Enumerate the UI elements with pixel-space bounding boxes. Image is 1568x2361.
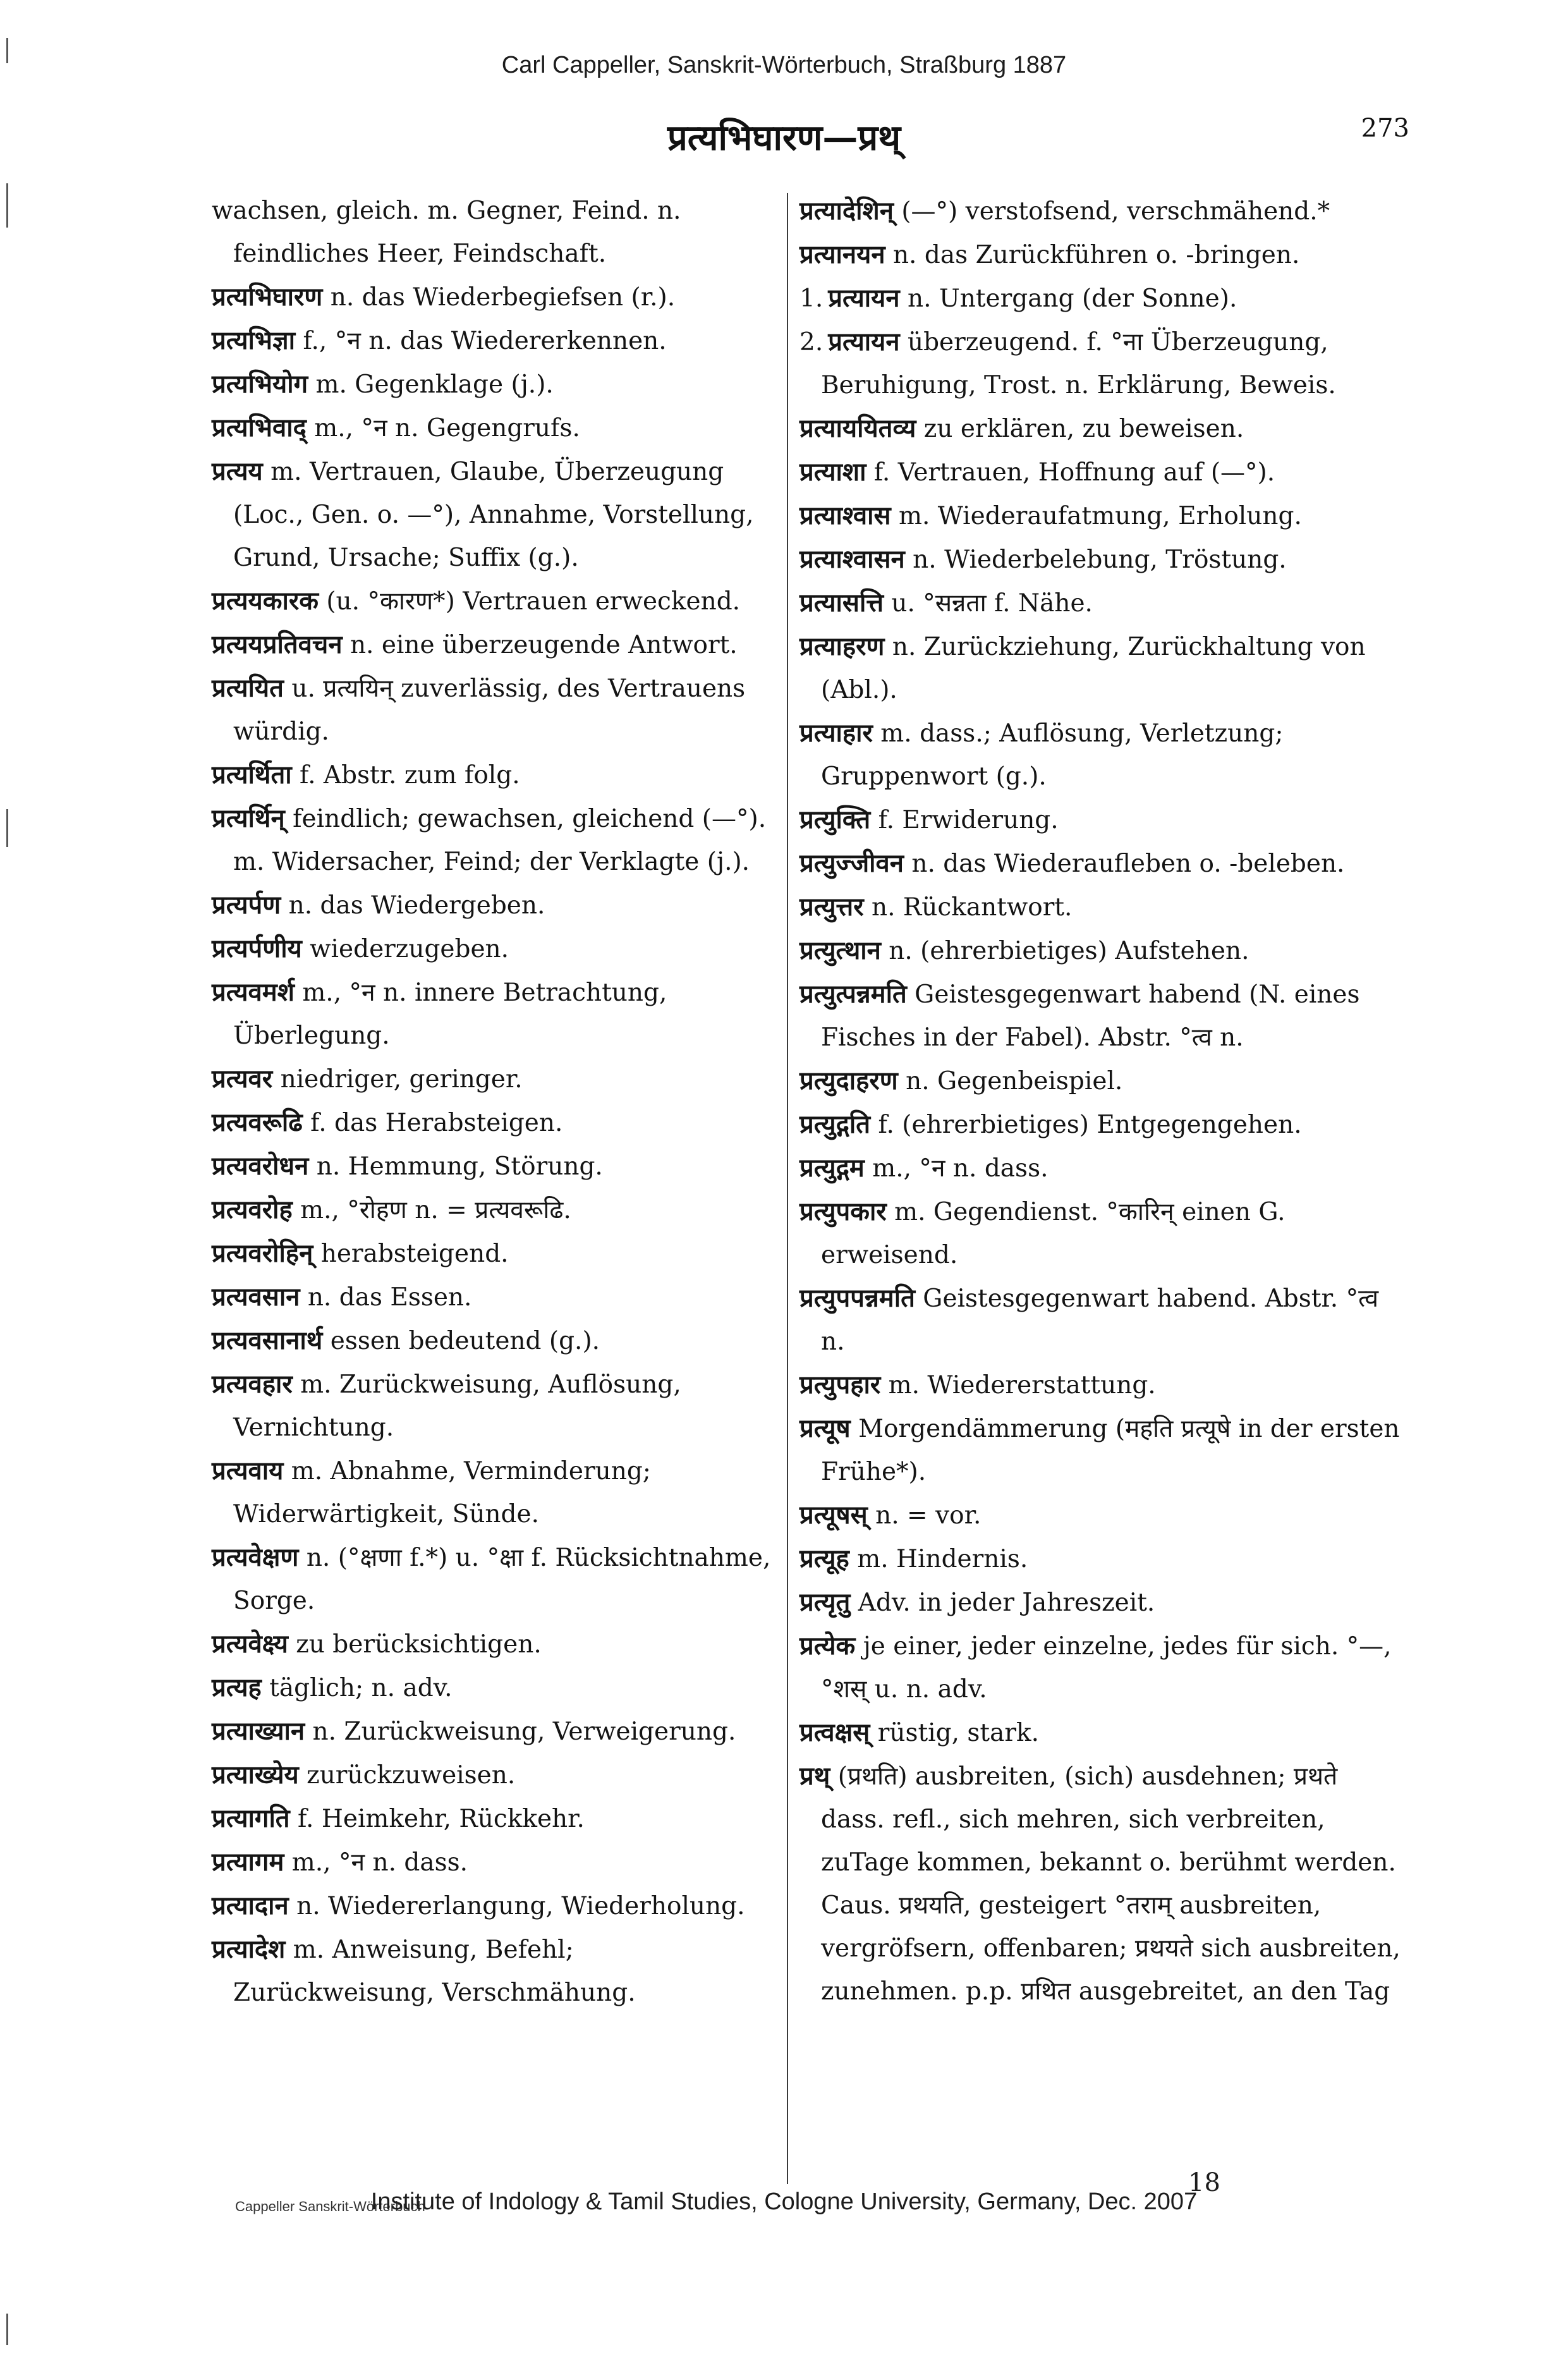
- entry-definition: f. (ehrerbietiges) Entgegengehen.: [878, 1111, 1302, 1139]
- dictionary-entry: [212, 1276, 781, 1319]
- entry-definition: niedriger, geringer.: [280, 1065, 523, 1094]
- entry-definition: m. Wiedererstattung.: [888, 1371, 1156, 1400]
- entry-headword: प्रत्येक: [799, 1632, 856, 1661]
- dictionary-entry: [799, 407, 1406, 451]
- dictionary-entry: [799, 320, 1406, 407]
- entry-headword: प्रत्यवर: [212, 1065, 273, 1094]
- dictionary-entry: [212, 1710, 781, 1754]
- entry-number: 2.: [799, 328, 824, 357]
- entry-definition: n. das Wiederaufleben o. -beleben.: [911, 850, 1345, 878]
- entry-definition: n. Zurückweisung, Verweigerung.: [312, 1717, 736, 1746]
- entry-definition: m. Zurückweisung, Auflösung, Vernichtung.: [233, 1370, 681, 1442]
- dictionary-entry: [212, 450, 781, 580]
- entry-definition: f. Abstr. zum folg.: [300, 761, 520, 790]
- entry-headword: प्रत्यभिज्ञा: [212, 326, 296, 355]
- right-column: [799, 190, 1406, 2013]
- entry-headword: प्रत्युक्ति: [799, 805, 871, 834]
- entry-headword: प्रत्यूष: [799, 1414, 851, 1443]
- dictionary-entry: [212, 1232, 781, 1276]
- entry-definition: rüstig, stark.: [877, 1719, 1040, 1747]
- entry-headword: प्रत्यवेक्षण: [212, 1543, 299, 1572]
- dictionary-entry: [212, 1928, 781, 2015]
- entry-headword: प्रत्याशा: [799, 458, 866, 487]
- footer-source: Institute of Indology & Tamil Studies, Cologne University, Germany, Dec. 2007: [370, 2188, 1198, 2215]
- dictionary-entry: [799, 712, 1406, 798]
- entry-definition: wiederzugeben.: [310, 935, 509, 963]
- entry-headword: प्रत्याख्येय: [212, 1760, 299, 1790]
- dictionary-entry: [212, 667, 781, 753]
- entry-definition: m. Gegenklage (j.).: [315, 370, 554, 399]
- entry-definition: überzeugend. f. °ना Überzeugung, Beruhigung, Trost. n. Erklärung, Beweis.: [821, 328, 1336, 400]
- entry-headword: प्रत्यर्पण: [212, 891, 281, 920]
- entry-headword: प्रत्याहार: [799, 719, 873, 748]
- scan-edge-mark: [6, 183, 8, 228]
- entry-definition: m., °न n. innere Betrachtung, Überlegung.: [233, 979, 667, 1050]
- dictionary-entry: [799, 1364, 1406, 1407]
- dictionary-entry: [799, 494, 1406, 538]
- footer-stamp: Cappeller Sanskrit-Wörterbuch: [235, 2199, 425, 2214]
- dictionary-entry: [799, 1755, 1406, 2013]
- entry-definition: n. das Zurückführen o. -bringen.: [892, 241, 1300, 269]
- entry-headword: प्रत्यय: [212, 457, 263, 486]
- entry-definition: f., °न n. das Wiedererkennen.: [303, 327, 667, 355]
- entry-headword: प्रत्वक्षस्: [799, 1718, 870, 1747]
- entry-definition: Geistesgegenwart habend (N. eines Fisches in der Fabel). Abstr. °त्व n.: [821, 980, 1360, 1052]
- dictionary-entry: [212, 1884, 781, 1928]
- entry-headword: प्रत्याश्वासन: [799, 545, 905, 574]
- entry-headword: प्रत्यर्थिन्: [212, 804, 285, 833]
- entry-definition: n. das Wiederbegiefsen (r.).: [330, 283, 676, 312]
- entry-definition: Morgendämmerung (महति प्रत्यूषे in der ersten Frühe*).: [821, 1415, 1400, 1486]
- entry-definition: herabsteigend.: [320, 1240, 509, 1268]
- entry-headword: प्रत्युद्गति: [799, 1110, 871, 1139]
- entry-definition: essen bedeutend (g.).: [330, 1327, 600, 1355]
- dictionary-entry: [799, 1190, 1406, 1277]
- dictionary-entry: [799, 842, 1406, 886]
- entry-definition: n. das Wiedergeben.: [288, 891, 545, 920]
- entry-definition: n. Untergang (der Sonne).: [907, 284, 1237, 313]
- entry-definition: je einer, jeder einzelne, jedes für sich. °—, °शस् u. n. adv.: [821, 1632, 1392, 1704]
- entry-headword: प्रत्युज्जीवन: [799, 849, 904, 878]
- dictionary-entry: [799, 277, 1406, 320]
- entry-headword: प्रत्यवेक्ष्य: [212, 1630, 288, 1659]
- dictionary-entry: [212, 1623, 781, 1666]
- entry-definition: (प्रथति) ausbreiten, (sich) ausdehnen; प्रथते dass. refl., sich mehren, sich verbreiten, zuTage kommen, bekannt o. berühmt werden. Caus. प्रथयति, gesteigert °तराम् ausbreiten, vergröfsern, offenbaren; प्रथयते sich ausbreiten, zunehmen. p.p. प्रथित ausgebreitet, an den Tag: [821, 1762, 1401, 2006]
- dictionary-entry: [212, 319, 781, 363]
- entry-definition: f. Erwiderung.: [878, 806, 1059, 834]
- entry-definition: wachsen, gleich. m. Gegner, Feind. n. feindliches Heer, Feindschaft.: [212, 197, 681, 268]
- source-header: Carl Cappeller, Sanskrit-Wörterbuch, Straßburg 1887: [501, 52, 1067, 78]
- dictionary-entry: [212, 1188, 781, 1232]
- entry-headword: प्रत्युत्थान: [799, 936, 881, 965]
- entry-headword: प्रत्यासत्ति: [799, 589, 884, 618]
- entry-definition: Adv. in jeder Jahreszeit.: [858, 1589, 1155, 1617]
- dictionary-entry: [212, 1841, 781, 1884]
- dictionary-entry: [212, 1319, 781, 1363]
- entry-headword: प्रत्यर्थिता: [212, 760, 292, 790]
- dictionary-entry: [799, 1059, 1406, 1103]
- entry-headword: प्रत्यानयन: [799, 240, 885, 269]
- dictionary-entry: [799, 1711, 1406, 1755]
- dictionary-entry: [799, 973, 1406, 1059]
- entry-headword: प्रत्युद्गम: [799, 1154, 865, 1183]
- entry-definition: f. Heimkehr, Rückkehr.: [298, 1805, 585, 1833]
- entry-headword: प्रत्यागम: [212, 1848, 284, 1877]
- entry-headword: प्रत्यर्पणीय: [212, 934, 302, 963]
- dictionary-entry: [212, 276, 781, 319]
- entry-definition: (u. °कारण*) Vertrauen erweckend.: [326, 587, 741, 616]
- dictionary-entry: [799, 1537, 1406, 1581]
- dictionary-entry: [799, 1277, 1406, 1364]
- dictionary-entry: [799, 451, 1406, 494]
- entry-headword: प्रत्यह: [212, 1673, 262, 1702]
- entry-definition: u. प्रत्ययिन् zuverlässig, des Vertrauens würdig.: [233, 674, 746, 746]
- entry-definition: n. (ehrerbietiges) Aufstehen.: [889, 937, 1249, 965]
- dictionary-entry: [212, 406, 781, 450]
- dictionary-entry: [212, 1363, 781, 1449]
- entry-headword: प्रत्यवरोहिन्: [212, 1239, 313, 1268]
- column-divider: [787, 193, 788, 2184]
- dictionary-entry: [799, 1494, 1406, 1537]
- entry-definition: m. Anweisung, Befehl; Zurückweisung, Verschmähung.: [233, 1936, 636, 2007]
- entry-headword: प्रत्यायन: [828, 284, 900, 313]
- dictionary-entry: [212, 971, 781, 1058]
- dictionary-entry: [212, 190, 781, 276]
- entry-definition: n. Zurückziehung, Zurückhaltung von (Abl.).: [821, 633, 1366, 704]
- entry-headword: प्रत्यवरोह: [212, 1195, 293, 1224]
- dictionary-entry: [799, 798, 1406, 842]
- sheet-number: 18: [1188, 2168, 1220, 2197]
- dictionary-entry: [212, 363, 781, 406]
- entry-definition: m., °रोहण n. = प्रत्यवरूढि.: [300, 1196, 571, 1224]
- dictionary-entry: [799, 1581, 1406, 1625]
- entry-headword: प्रत्युपपन्नमति: [799, 1284, 915, 1313]
- entry-definition: n. (°क्षणा f.*) u. °क्षा f. Rücksichtnahme, Sorge.: [233, 1544, 771, 1615]
- entry-definition: n. Wiederbelebung, Tröstung.: [913, 546, 1287, 574]
- entry-definition: m. Abnahme, Verminderung; Widerwärtigkeit, Sünde.: [233, 1457, 651, 1528]
- entry-headword: प्रत्युदाहरण: [799, 1066, 898, 1095]
- dictionary-entry: [212, 1449, 781, 1536]
- entry-definition: zurückzuweisen.: [307, 1761, 516, 1790]
- entry-headword: प्रत्युपकार: [799, 1197, 887, 1226]
- entry-headword: प्रत्यवमर्श: [212, 978, 295, 1007]
- dictionary-entry: [212, 1145, 781, 1188]
- entry-definition: m., °न n. dass.: [872, 1154, 1048, 1183]
- entry-headword: प्रत्ययप्रतिवचन: [212, 630, 343, 659]
- entry-headword: प्रत्याश्वास: [799, 501, 891, 530]
- entry-headword: प्रत्यवसानार्थ: [212, 1326, 323, 1355]
- dictionary-entry: [212, 1666, 781, 1710]
- dictionary-entry: [799, 1407, 1406, 1494]
- entry-definition: zu erklären, zu beweisen.: [923, 415, 1244, 443]
- entry-definition: n. das Essen.: [307, 1283, 472, 1312]
- entry-headword: प्रत्यृतु: [799, 1588, 851, 1617]
- entry-definition: n. Gegenbeispiel.: [906, 1067, 1123, 1095]
- entry-headword: प्रथ्: [799, 1762, 830, 1791]
- page-number: 273: [1361, 114, 1409, 143]
- entry-definition: (—°) verstofsend, verschmähend.*: [901, 197, 1330, 226]
- dictionary-entry: [799, 538, 1406, 582]
- entry-headword: प्रत्युपहार: [799, 1370, 881, 1400]
- entry-headword: प्रत्यभिवाद्: [212, 413, 307, 442]
- entry-headword: प्रत्यादेश: [212, 1935, 286, 1964]
- entry-headword: प्रत्यादान: [212, 1891, 289, 1920]
- entry-headword: प्रत्यवहार: [212, 1370, 293, 1399]
- entry-headword: प्रत्ययित: [212, 674, 284, 703]
- dictionary-entry: [799, 233, 1406, 277]
- entry-definition: m. Wiederaufatmung, Erholung.: [898, 502, 1302, 530]
- entry-definition: Geistesgegenwart habend. Abstr. °त्व n.: [821, 1284, 1379, 1356]
- dictionary-entry: [799, 1625, 1406, 1711]
- dictionary-entry: [212, 797, 781, 884]
- dictionary-entry: [799, 625, 1406, 712]
- entry-definition: u. °सन्नता f. Nähe.: [891, 589, 1093, 618]
- entry-definition: m., °न n. Gegengrufs.: [314, 414, 580, 442]
- entry-headword: प्रत्युत्तर: [799, 893, 864, 922]
- dictionary-entry: [799, 1103, 1406, 1147]
- entry-headword: प्रत्यभिघारण: [212, 283, 323, 312]
- running-head: प्रत्यभिघारण—प्रथ्: [667, 118, 901, 159]
- dictionary-entry: [212, 1058, 781, 1101]
- dictionary-entry: [212, 1536, 781, 1623]
- entry-definition: zu berücksichtigen.: [296, 1630, 542, 1659]
- entry-definition: n. Wiedererlangung, Wiederholung.: [296, 1892, 745, 1920]
- dictionary-entry: [212, 623, 781, 667]
- entry-number: 1.: [799, 284, 824, 313]
- entry-headword: प्रत्ययकारक: [212, 587, 319, 616]
- scan-edge-mark: [6, 2314, 8, 2345]
- entry-headword: प्रत्यवरोधन: [212, 1152, 309, 1181]
- dictionary-entry: [212, 580, 781, 623]
- entry-headword: प्रत्यागति: [212, 1804, 290, 1833]
- entry-headword: प्रत्याहरण: [799, 632, 885, 661]
- entry-headword: प्रत्यूह: [799, 1544, 849, 1573]
- scan-edge-mark: [6, 809, 8, 847]
- entry-definition: n. Hemmung, Störung.: [316, 1152, 603, 1181]
- dictionary-entry: [799, 1147, 1406, 1190]
- dictionary-entry: [799, 190, 1406, 233]
- entry-definition: n. Rückantwort.: [871, 893, 1073, 922]
- dictionary-entry: [799, 886, 1406, 929]
- entry-headword: प्रत्यवसान: [212, 1283, 300, 1312]
- entry-headword: प्रत्यायन: [828, 327, 900, 357]
- entry-definition: täglich; n. adv.: [269, 1674, 453, 1702]
- entry-headword: प्रत्यवरूढि: [212, 1108, 303, 1137]
- dictionary-entry: [212, 1797, 781, 1841]
- entry-definition: f. das Herabsteigen.: [310, 1109, 563, 1137]
- dictionary-entry: [799, 582, 1406, 625]
- left-column: [212, 190, 781, 2015]
- dictionary-entry: [212, 1101, 781, 1145]
- dictionary-entry: [212, 753, 781, 797]
- entry-definition: m., °न n. dass.: [291, 1848, 468, 1877]
- entry-definition: f. Vertrauen, Hoffnung auf (—°).: [873, 458, 1275, 487]
- entry-definition: m. dass.; Auflösung, Verletzung; Gruppenwort (g.).: [821, 719, 1284, 791]
- entry-headword: प्रत्यादेशिन्: [799, 197, 894, 226]
- entry-definition: n. eine überzeugende Antwort.: [349, 631, 738, 659]
- dictionary-entry: [212, 884, 781, 927]
- entry-definition: feindlich; gewachsen, gleichend (—°). m. Widersacher, Feind; der Verklagte (j.).: [233, 805, 767, 876]
- entry-headword: प्रत्युत्पन्नमति: [799, 980, 907, 1009]
- dictionary-entry: [212, 927, 781, 971]
- entry-headword: प्रत्याययितव्य: [799, 414, 916, 443]
- entry-headword: प्रत्यूषस्: [799, 1501, 868, 1530]
- entry-definition: n. = vor.: [875, 1501, 982, 1530]
- dictionary-entry: [799, 929, 1406, 973]
- entry-definition: m. Hindernis.: [857, 1545, 1028, 1573]
- entry-headword: प्रत्यभियोग: [212, 370, 308, 399]
- entry-definition: m. Vertrauen, Glaube, Überzeugung (Loc., Gen. o. —°), Annahme, Vorstellung, Grund, Ursache; Suffix (g.).: [233, 458, 754, 572]
- dictionary-entry: [212, 1754, 781, 1797]
- entry-definition: m. Gegendienst. °कारिन् einen G. erweisend.: [821, 1198, 1285, 1269]
- entry-headword: प्रत्याख्यान: [212, 1717, 305, 1746]
- entry-headword: प्रत्यवाय: [212, 1456, 284, 1486]
